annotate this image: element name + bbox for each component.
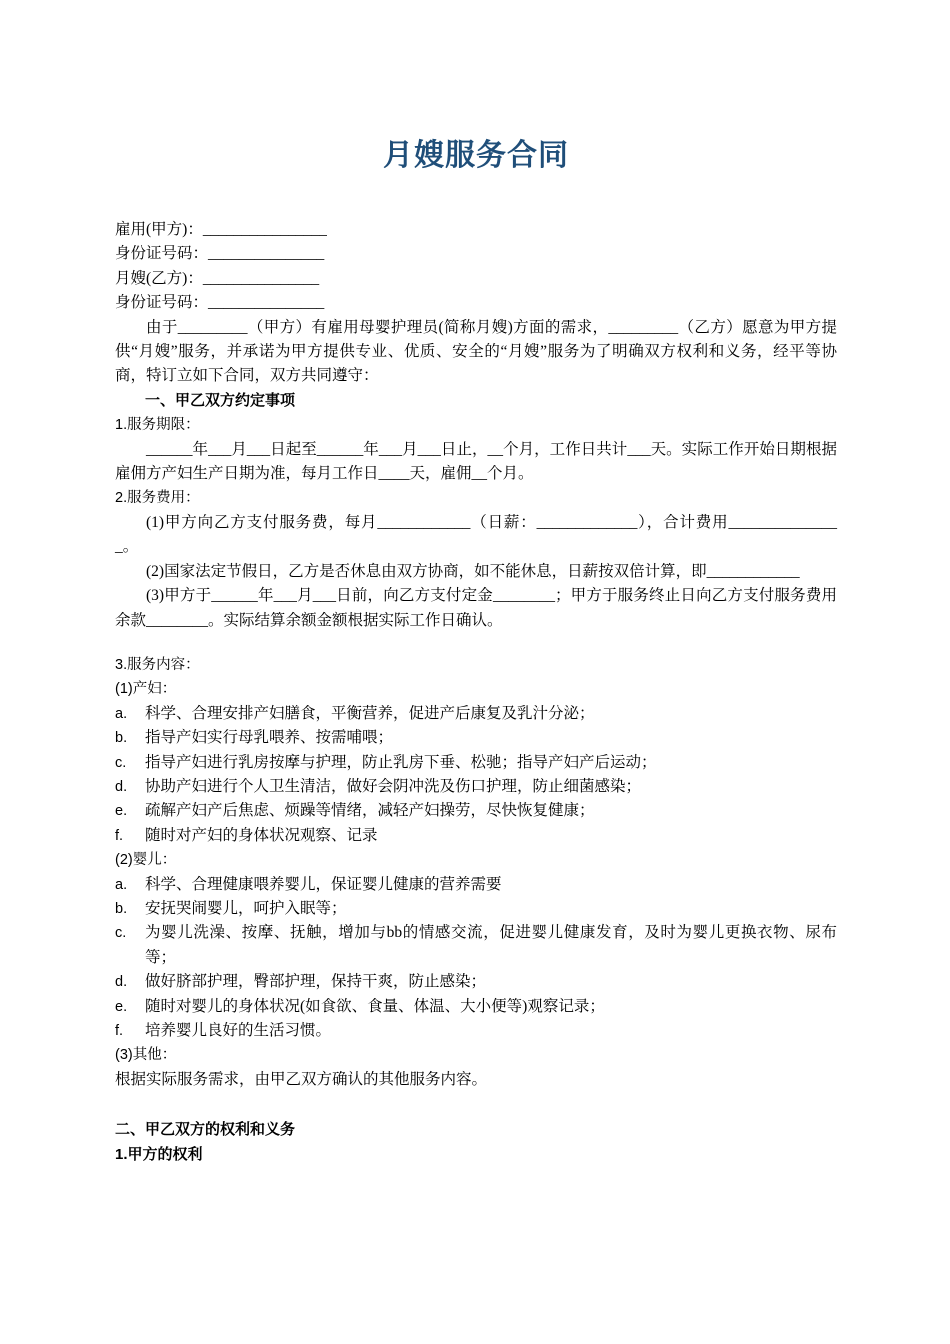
other-service-heading: (3)其他：	[115, 1047, 177, 1064]
infant-service-heading: (2)婴儿：	[115, 852, 177, 869]
list-marker: c.	[115, 925, 127, 942]
list-marker: c.	[115, 754, 127, 771]
list-text: 为婴儿洗澡、按摩、抚触，增加与bb的情感交流，促进婴儿健康发育，及时为婴儿更换衣物、尿布等；	[145, 924, 837, 966]
list-text: 协助产妇进行个人卫生清洁，做好会阴冲洗及伤口护理，防止细菌感染；	[145, 777, 642, 795]
other-service-body: 根据实际服务需求，由甲乙双方确认的其他服务内容。	[115, 1070, 488, 1088]
document-body	[115, 218, 837, 1167]
service-fee-item-2: (2)国家法定节假日，乙方是否休息由双方协商，如不能休息，日薪按双倍计算，即____________	[146, 562, 800, 580]
service-period-heading: 1.服务期限：	[115, 417, 200, 434]
list-item	[115, 921, 837, 970]
list-text: 科学、合理安排产妇膳食，平衡营养，促进产后康复及乳汁分泌；	[145, 704, 595, 722]
list-item	[115, 775, 837, 799]
list-text: 做好脐部护理，臀部护理，保持干爽，防止感染；	[145, 973, 487, 991]
list-item	[115, 824, 837, 848]
list-item	[115, 873, 837, 897]
list-item	[115, 970, 837, 994]
list-text: 培养婴儿良好的生活习惯。	[145, 1022, 332, 1039]
preamble-paragraph: 由于_________（甲方）有雇用母婴护理员(简称月嫂)方面的需求，_________（乙方）愿意为甲方提供“月嫂”服务，并承诺为甲方提供专业、优质、安全的“月嫂”服务为了明确双方权利和义务，经平等协商，特订立如下合同，双方共同遵守：	[115, 318, 837, 385]
list-item	[115, 702, 837, 726]
list-item	[115, 897, 837, 921]
list-marker: f.	[115, 1023, 124, 1039]
list-text: 疏解产妇产后焦虑、烦躁等情绪，减轻产妇操劳，尽快恢复健康；	[145, 802, 595, 820]
list-marker: d.	[115, 974, 128, 991]
list-text: 随时对婴儿的身体状况(如食欲、食量、体温、大小便等)观察记录；	[145, 997, 605, 1015]
spacer	[115, 1092, 837, 1118]
list-text: 指导产妇进行乳房按摩与护理，防止乳房下垂、松驰；指导产妇产后运动；	[145, 753, 657, 771]
list-marker: f.	[115, 827, 124, 844]
list-item	[115, 799, 837, 823]
list-marker: e.	[115, 803, 128, 820]
list-text: 随时对产妇的身体状况观察、记录	[145, 826, 378, 844]
list-item	[115, 726, 837, 750]
list-item	[115, 751, 837, 775]
section-two-heading: 二、甲乙双方的权利和义务	[115, 1121, 296, 1139]
section-two-item-1-heading: 1.甲方的权利	[115, 1145, 203, 1163]
service-fee-item-3: (3)甲方于______年___月___日前，向乙方支付定金________；甲方于服务终止日向乙方支付服务费用余款________。实际结算余额金额根据实际工作日确认。	[115, 587, 837, 629]
list-marker: b.	[115, 730, 128, 747]
mother-service-heading: (1)产妇：	[115, 681, 177, 698]
list-text: 指导产妇实行母乳喂养、按需哺喂；	[145, 729, 394, 747]
list-marker: a.	[115, 876, 128, 893]
list-marker: a.	[115, 705, 128, 722]
employer-name-field: 雇用(甲方)：________________	[115, 221, 327, 238]
page-title: 月嫂服务合同	[383, 139, 569, 172]
section-one-heading: 一、甲乙双方约定事项	[145, 391, 296, 409]
service-content-heading: 3.服务内容：	[115, 656, 200, 673]
service-fee-item-1: (1)甲方向乙方支付服务费，每月____________（日薪：_____________），合计费用_______________。	[115, 513, 837, 556]
service-period-body: ______年___月___日起至______年___月___日止，__个月，工作日共计___天。实际工作开始日期根据雇佣方产妇生产日期为准，每月工作日____天，雇佣__个月。	[115, 440, 837, 483]
nanny-name-field: 月嫂(乙方)：_______________	[115, 269, 320, 287]
spacer	[115, 633, 837, 653]
list-marker: d.	[115, 778, 128, 795]
employer-id-field: 身份证号码：_______________	[115, 245, 325, 263]
list-item	[115, 1019, 837, 1043]
nanny-id-field: 身份证号码：_______________	[115, 294, 325, 312]
service-fee-heading: 2.服务费用：	[115, 490, 200, 507]
list-text: 安抚哭闹婴儿，呵护入眠等；	[145, 899, 347, 917]
list-text: 科学、合理健康喂养婴儿，保证婴儿健康的营养需要	[145, 875, 502, 893]
list-item	[115, 995, 837, 1019]
list-marker: e.	[115, 998, 128, 1015]
list-marker: b.	[115, 900, 128, 917]
